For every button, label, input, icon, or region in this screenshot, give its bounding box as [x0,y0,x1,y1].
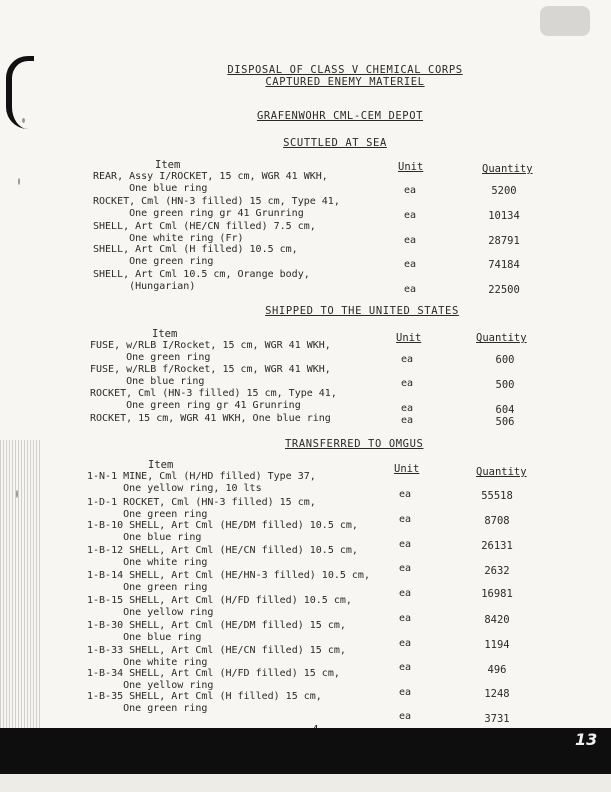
table-row-quantity: 10134 [488,210,520,222]
table-row-quantity: 3731 [484,713,510,725]
table-row-item: ROCKET, 15 cm, WGR 41 WKH, One blue ring [90,413,331,424]
unit-column-header: Unit [396,332,422,344]
table-row-quantity: 5200 [491,185,517,197]
unit-column-header: Unit [394,463,420,475]
table-row-unit: ea [398,711,412,722]
scan-speck [22,118,25,123]
table-row-unit: ea [398,662,412,673]
table-row-unit: ea [403,259,417,270]
table-row-quantity: 74184 [488,259,520,271]
table-row-unit: ea [403,284,417,295]
table-row-item: 1-B-30 SHELL, Art Cml (HE/DM filled) 15 cm, One blue ring [87,620,346,643]
quantity-column-header: Quantity [476,332,527,344]
table-row-unit: ea [398,687,412,698]
section-heading: TRANSFERRED TO OMGUS [285,438,424,450]
item-column-header: Item [155,159,181,171]
table-row-quantity: 1194 [484,639,510,651]
table-row-item: 1-B-14 SHELL, Art Cml (HE/HN-3 filled) 10.5 cm, One green ring [87,570,370,593]
table-row-item: ROCKET, Cml (HN-3 filled) 15 cm, Type 41, One green ring gr 41 Grunring [93,196,340,219]
scan-speck [540,6,590,36]
scan-edge-artifact [0,440,40,728]
table-row-quantity: 600 [495,354,515,366]
table-row-unit: ea [400,354,414,365]
table-row-quantity: 16981 [481,588,513,600]
item-column-header: Item [148,459,174,471]
table-row-quantity: 1248 [484,688,510,700]
table-row-quantity: 22500 [488,284,520,296]
table-row-unit: ea [398,588,412,599]
table-row-item: SHELL, Art Cml (H filled) 10.5 cm, One green ring [93,244,298,267]
table-row-quantity: 2632 [484,565,510,577]
table-row-unit: ea [398,514,412,525]
table-row-unit: ea [398,539,412,550]
unit-column-header: Unit [398,161,424,173]
document-subtitle: CAPTURED ENEMY MATERIEL [265,76,425,88]
table-row-item: 1-N-1 MINE, Cml (H/HD filled) Type 37, One yellow ring, 10 lts [87,471,316,494]
table-row-quantity: 26131 [481,540,513,552]
section-heading: SHIPPED TO THE UNITED STATES [265,305,459,317]
table-row-item: 1-B-10 SHELL, Art Cml (HE/DM filled) 10.5 cm, One blue ring [87,520,358,543]
table-row-item: FUSE, w/RLB f/Rocket, 15 cm, WGR 41 WKH, One blue ring [90,364,331,387]
table-row-quantity: 604 [495,404,515,416]
table-row-item: 1-B-34 SHELL, Art Cml (H/FD filled) 15 cm, One yellow ring [87,668,340,691]
scan-page-number: 13 [575,730,598,749]
quantity-column-header: Quantity [476,466,527,478]
table-row-unit: ea [400,415,414,426]
table-row-unit: ea [403,235,417,246]
depot-name: GRAFENWOHR CML-CEM DEPOT [256,110,424,122]
scan-dark-edge [0,728,611,774]
quantity-column-header: Quantity [482,163,533,175]
table-row-item: 1-B-33 SHELL, Art Cml (HE/CN filled) 15 cm, One white ring [87,645,346,668]
table-row-quantity: 28791 [488,235,520,247]
table-row-item: 1-B-12 SHELL, Art Cml (HE/CN filled) 10.5 cm, One white ring [87,545,358,568]
table-row-quantity: 506 [495,416,515,428]
scan-lower-margin [0,774,611,792]
item-column-header: Item [152,328,178,340]
table-row-quantity: 500 [495,379,515,391]
document-title: DISPOSAL OF CLASS V CHEMICAL CORPS [227,64,463,76]
table-row-unit: ea [398,613,412,624]
table-row-quantity: 8708 [484,515,510,527]
binding-mark [6,56,34,129]
table-row-unit: ea [400,378,414,389]
table-row-item: SHELL, Art Cml (HE/CN filled) 7.5 cm, One white ring (Fr) [93,221,316,244]
table-row-unit: ea [398,489,412,500]
table-row-item: REAR, Assy I/ROCKET, 15 cm, WGR 41 WKH, One blue ring [93,171,328,194]
table-row-unit: ea [398,638,412,649]
table-row-item: 1-B-15 SHELL, Art Cml (H/FD filled) 10.5 cm, One yellow ring [87,595,352,618]
table-row-item: ROCKET, Cml (HN-3 filled) 15 cm, Type 41, One green ring gr 41 Grunring [90,388,337,411]
table-row-item: 1-B-35 SHELL, Art Cml (H filled) 15 cm, One green ring [87,691,322,714]
table-row-quantity: 496 [487,664,507,676]
table-row-unit: ea [403,185,417,196]
table-row-unit: ea [403,210,417,221]
table-row-item: FUSE, w/RLB I/Rocket, 15 cm, WGR 41 WKH, One green ring [90,340,331,363]
section-heading: SCUTTLED AT SEA [283,137,387,149]
scan-speck [18,178,20,185]
table-row-unit: ea [398,563,412,574]
table-row-item: SHELL, Art Cml 10.5 cm, Orange body, (Hungarian) [93,269,310,292]
table-row-unit: ea [400,403,414,414]
table-row-item: 1-D-1 ROCKET, Cml (HN-3 filled) 15 cm, One green ring [87,497,316,520]
table-row-quantity: 8420 [484,614,510,626]
table-row-quantity: 55518 [481,490,513,502]
